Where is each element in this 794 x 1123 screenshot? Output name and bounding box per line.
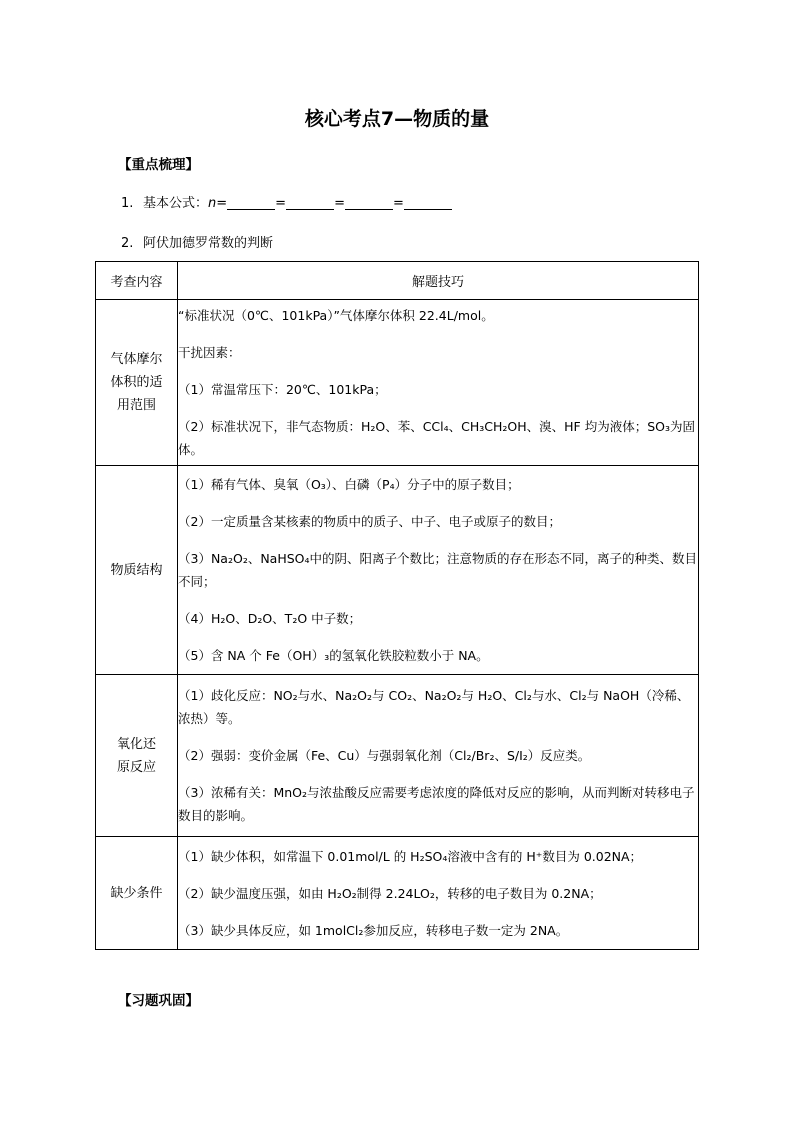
- list-item-text: 阿伏加德罗常数的判断: [143, 236, 274, 251]
- table-text-line: （1）常温常压下：20℃、101kPa；: [178, 382, 387, 397]
- list-number: 1.: [121, 196, 134, 211]
- table-content-cell: [178, 675, 699, 837]
- table-text-line: （1）稀有气体、臭氧（O₃）、白磷（P₄）分子中的原子数目；: [178, 477, 520, 492]
- avogadro-table: [95, 261, 699, 950]
- table-content-cell: [178, 300, 699, 466]
- table-row: [96, 466, 699, 675]
- table-content-cell: [178, 837, 699, 950]
- formula-label: 基本公式：: [143, 196, 209, 211]
- formula-blank[interactable]: [286, 196, 334, 210]
- formula-blank[interactable]: [345, 196, 393, 210]
- table-category-cell: 缺少条件: [96, 837, 178, 950]
- table-content-cell: [178, 466, 699, 675]
- section-heading-key-points: 【重点梳理】: [118, 157, 199, 173]
- table-row: [96, 300, 699, 466]
- table-row: [96, 837, 699, 950]
- formula-variable: n: [208, 196, 217, 211]
- table-header-cell: 考查内容: [96, 262, 178, 300]
- table-category-cell: 氧化还原反应: [96, 675, 178, 837]
- table-text-line: （3）Na₂O₂、NaHSO₄中的阴、阳离子个数比；注意物质的存在形态不同，离子的种类、数目不同；: [178, 551, 698, 589]
- page-title: 核心考点7—物质的量: [304, 108, 490, 130]
- formula-blank[interactable]: [227, 196, 275, 210]
- table-text-line: 干扰因素：: [178, 345, 241, 360]
- table-header-row: [96, 262, 699, 300]
- table-category-cell: 物质结构: [96, 466, 178, 675]
- section-heading-exercises: 【习题巩固】: [118, 993, 199, 1009]
- table-text-line: （2）标准状况下，非气态物质：H₂O、苯、CCl₄、CH₃CH₂OH、溴、HF 均为液体；SO₃为固体。: [178, 419, 696, 457]
- table-text-line: “标准状况（0℃、101kPa）”气体摩尔体积 22.4L/mol。: [178, 308, 494, 323]
- list-item-avogadro: [121, 232, 273, 251]
- formula-line: 1. 基本公式：n= = = =: [121, 192, 452, 211]
- table-text-line: （1）缺少体积，如常温下 0.01mol/L 的 H₂SO₄溶液中含有的 H⁺数目为 0.02NA；: [178, 848, 643, 864]
- table-header-cell: 解题技巧: [178, 262, 699, 300]
- list-number: 2.: [121, 236, 134, 251]
- formula-blank[interactable]: [404, 196, 452, 210]
- table-row: [96, 675, 699, 837]
- table-text-line: （2）一定质量含某核素的物质中的质子、中子、电子或原子的数目；: [178, 514, 561, 529]
- table-text-line: （1）歧化反应：NO₂与水、Na₂O₂与 CO₂、Na₂O₂与 H₂O、Cl₂与水、Cl₂与 NaOH（冷稀、浓热）等。: [178, 688, 690, 726]
- table-category-cell: 气体摩尔体积的适用范围: [96, 300, 178, 466]
- table-text-line: （3）缺少具体反应，如 1molCl₂参加反应，转移电子数一定为 2NA。: [178, 922, 569, 938]
- table-text-line: （5）含 NA 个 Fe（OH）₃的氢氧化铁胶粒数小于 NA。: [178, 648, 489, 663]
- table-text-line: （2）强弱：变价金属（Fe、Cu）与强弱氧化剂（Cl₂/Br₂、S/I₂）反应类。: [178, 748, 591, 763]
- table-text-line: （3）浓稀有关：MnO₂与浓盐酸反应需要考虑浓度的降低对反应的影响，从而判断对转移电子数目的影响。: [178, 785, 695, 823]
- table-text-line: （4）H₂O、D₂O、T₂O 中子数；: [178, 611, 362, 626]
- table-text-line: （2）缺少温度压强，如由 H₂O₂制得 2.24LO₂，转移的电子数目为 0.2NA；: [178, 885, 602, 901]
